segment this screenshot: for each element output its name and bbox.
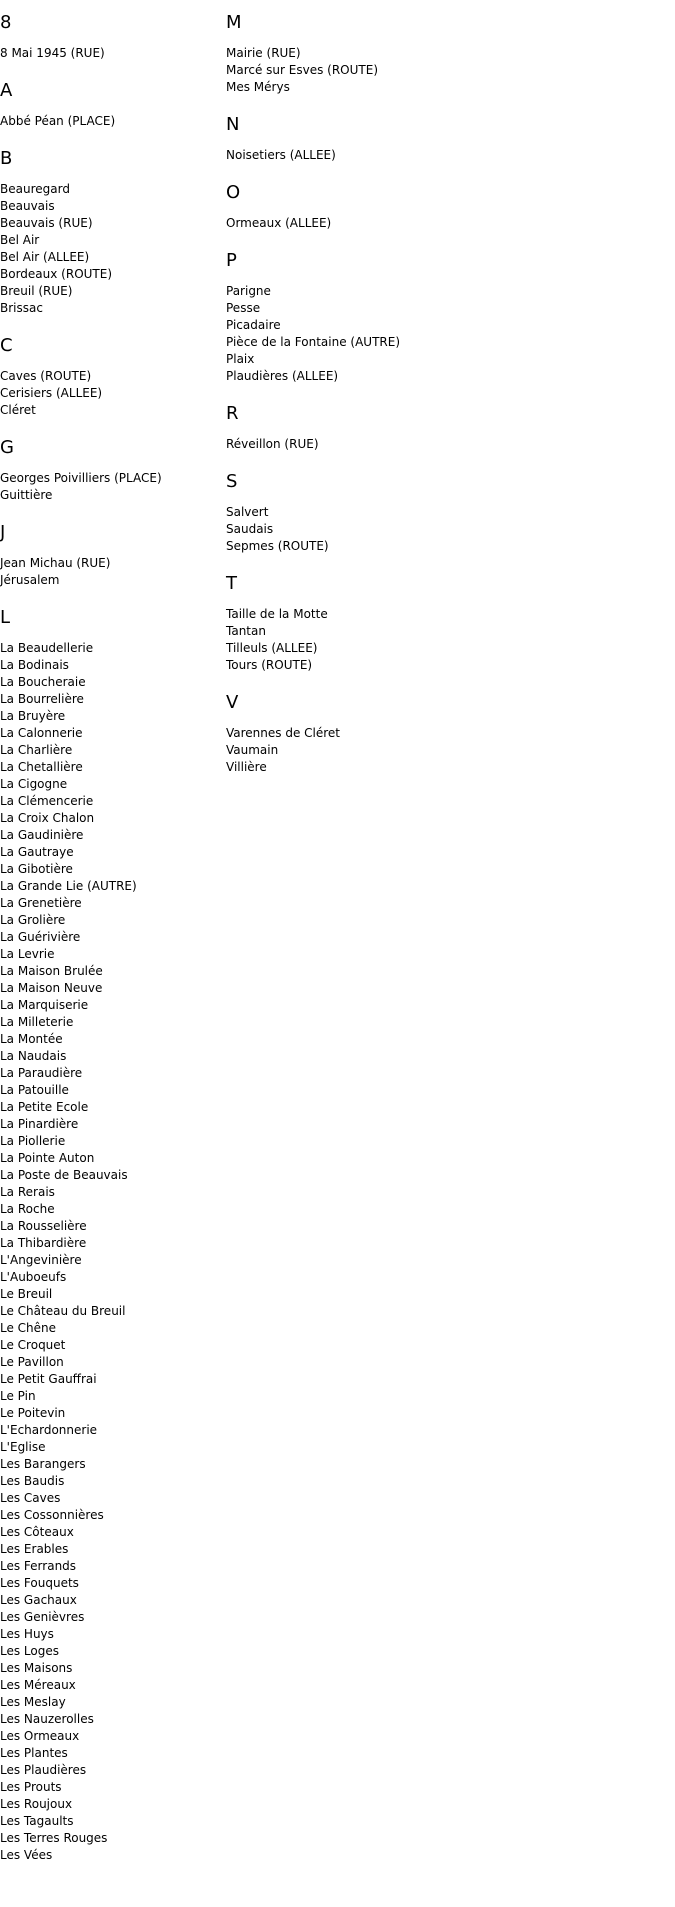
street-item[interactable]: Les Meslay (0, 1695, 66, 1709)
street-item[interactable]: Bel Air (0, 233, 40, 247)
street-item[interactable]: Les Tagaults (0, 1814, 74, 1828)
street-item[interactable]: La Roche (0, 1202, 55, 1216)
street-item[interactable]: Les Genièvres (0, 1610, 85, 1624)
street-item[interactable]: La Beaudellerie (0, 641, 94, 655)
letter-group (0, 80, 220, 130)
street-item[interactable]: Plaudières (ALLEE) (226, 369, 339, 383)
street-item[interactable]: La Croix Chalon (0, 811, 95, 825)
street-item[interactable]: La Pinardière (0, 1117, 79, 1131)
street-item[interactable]: La Levrie (0, 947, 55, 961)
street-list (0, 470, 220, 504)
street-item[interactable]: Mes Mérys (226, 80, 290, 94)
street-item[interactable]: La Calonnerie (0, 726, 83, 740)
street-item[interactable]: Cléret (0, 403, 36, 417)
letter-group (0, 335, 220, 419)
street-item[interactable]: Les Méreaux (0, 1678, 76, 1692)
street-item[interactable]: Les Terres Rouges (0, 1831, 108, 1845)
street-item[interactable]: Noisetiers (ALLEE) (226, 148, 336, 162)
street-item[interactable]: Parigne (226, 284, 271, 298)
street-item[interactable]: Le Breuil (0, 1287, 53, 1301)
street-list (0, 181, 220, 317)
street-item[interactable]: Breuil (RUE) (0, 284, 73, 298)
street-item[interactable]: Le Petit Gauffrai (0, 1372, 97, 1386)
street-item[interactable]: La Maison Brulée (0, 964, 103, 978)
street-item[interactable]: Jean Michau (RUE) (0, 556, 111, 570)
letter-heading: N (226, 114, 240, 135)
street-item[interactable]: Villière (226, 760, 267, 774)
street-item[interactable]: Beauregard (0, 182, 70, 196)
letter-heading: 8 (0, 12, 12, 33)
street-item[interactable]: La Pointe Auton (0, 1151, 95, 1165)
street-item[interactable]: Les Cossonnières (0, 1508, 104, 1522)
street-item[interactable]: La Milleterie (0, 1015, 74, 1029)
street-item[interactable]: Cerisiers (ALLEE) (0, 386, 103, 400)
street-list (0, 113, 220, 130)
street-item[interactable]: Les Gachaux (0, 1593, 77, 1607)
street-item[interactable]: La Petite Ecole (0, 1100, 89, 1114)
letter-group (0, 522, 220, 589)
street-list (226, 725, 526, 776)
street-item[interactable]: La Maison Neuve (0, 981, 103, 995)
street-item[interactable]: Le Chêne (0, 1321, 57, 1335)
street-item[interactable]: Plaix (226, 352, 255, 366)
letter-group (226, 573, 526, 674)
street-index-left-column (0, 12, 220, 1882)
street-item[interactable]: Les Huys (0, 1627, 54, 1641)
letter-group (0, 607, 220, 1864)
street-item[interactable]: Les Plantes (0, 1746, 68, 1760)
street-item[interactable]: La Guérivière (0, 930, 81, 944)
street-list (0, 640, 220, 1864)
street-item[interactable]: La Marquiserie (0, 998, 89, 1012)
letter-group (226, 250, 526, 385)
letter-group (226, 114, 526, 164)
street-item[interactable]: Saudais (226, 522, 274, 536)
street-list (226, 147, 526, 164)
street-item[interactable]: L'Angevinière (0, 1253, 82, 1267)
street-item[interactable]: La Patouille (0, 1083, 69, 1097)
street-item[interactable]: Le Château du Breuil (0, 1304, 126, 1318)
street-item[interactable]: Les Barangers (0, 1457, 86, 1471)
letter-heading: B (0, 148, 13, 169)
street-item[interactable]: Georges Poivilliers (PLACE) (0, 471, 162, 485)
letter-group (226, 471, 526, 555)
letter-heading: M (226, 12, 242, 33)
street-item[interactable]: La Gautraye (0, 845, 74, 859)
street-item[interactable]: Marcé sur Esves (ROUTE) (226, 63, 379, 77)
street-item[interactable]: La Chetallière (0, 760, 83, 774)
street-item[interactable]: Jérusalem (0, 573, 60, 587)
letter-heading: P (226, 250, 237, 271)
street-item[interactable]: Ormeaux (ALLEE) (226, 216, 332, 230)
street-item[interactable]: Pièce de la Fontaine (AUTRE) (226, 335, 401, 349)
street-item[interactable]: Les Caves (0, 1491, 61, 1505)
letter-heading: C (0, 335, 13, 356)
letter-heading: J (0, 522, 6, 543)
letter-heading: A (0, 80, 13, 101)
street-item[interactable]: La Naudais (0, 1049, 67, 1063)
street-item[interactable]: La Grolière (0, 913, 66, 927)
street-item[interactable]: Le Croquet (0, 1338, 66, 1352)
letter-heading: O (226, 182, 241, 203)
street-item[interactable]: La Bodinais (0, 658, 69, 672)
street-item[interactable]: La Piollerie (0, 1134, 66, 1148)
street-item[interactable]: Picadaire (226, 318, 281, 332)
letter-group (0, 12, 220, 62)
street-item[interactable]: 8 Mai 1945 (RUE) (0, 46, 105, 60)
street-item[interactable]: La Gaudinière (0, 828, 84, 842)
street-item[interactable]: Tilleuls (ALLEE) (226, 641, 318, 655)
letter-heading: R (226, 403, 239, 424)
street-item[interactable]: Le Pavillon (0, 1355, 64, 1369)
street-list (226, 504, 526, 555)
street-item[interactable]: Tantan (226, 624, 266, 638)
street-item[interactable]: La Gibotière (0, 862, 73, 876)
street-item[interactable]: Les Plaudières (0, 1763, 87, 1777)
street-item[interactable]: La Paraudière (0, 1066, 83, 1080)
letter-group (0, 437, 220, 504)
street-item[interactable]: Le Pin (0, 1389, 36, 1403)
street-item[interactable]: La Bourrelière (0, 692, 84, 706)
street-item[interactable]: La Grande Lie (AUTRE) (0, 879, 137, 893)
street-item[interactable]: Sepmes (ROUTE) (226, 539, 329, 553)
street-item[interactable]: Le Poitevin (0, 1406, 66, 1420)
street-item[interactable]: Les Côteaux (0, 1525, 74, 1539)
street-item[interactable]: Les Nauzerolles (0, 1712, 94, 1726)
street-item[interactable]: Abbé Péan (PLACE) (0, 114, 116, 128)
street-item[interactable]: La Montée (0, 1032, 63, 1046)
street-item[interactable]: Les Prouts (0, 1780, 62, 1794)
street-item[interactable]: L'Eglise (0, 1440, 46, 1454)
letter-group (226, 182, 526, 232)
street-item[interactable]: Beauvais (RUE) (0, 216, 93, 230)
street-index-right-column (226, 12, 526, 794)
street-item[interactable]: Taille de la Motte (226, 607, 328, 621)
street-item[interactable]: La Boucheraie (0, 675, 86, 689)
street-list (226, 606, 526, 674)
street-item[interactable]: Guittière (0, 488, 53, 502)
letter-group (226, 403, 526, 453)
street-list (226, 45, 526, 96)
street-item[interactable]: Les Ferrands (0, 1559, 77, 1573)
street-item[interactable]: Les Vées (0, 1848, 53, 1862)
street-item[interactable]: Bel Air (ALLEE) (0, 250, 90, 264)
letter-group (226, 692, 526, 776)
street-item[interactable]: La Cigogne (0, 777, 68, 791)
letter-heading: L (0, 607, 11, 628)
street-item[interactable]: Les Maisons (0, 1661, 73, 1675)
street-item[interactable]: La Bruyère (0, 709, 66, 723)
street-item[interactable]: Les Ormeaux (0, 1729, 80, 1743)
street-item[interactable]: Beauvais (0, 199, 55, 213)
letter-heading: V (226, 692, 239, 713)
street-item[interactable]: Mairie (RUE) (226, 46, 301, 60)
street-item[interactable]: Pesse (226, 301, 261, 315)
street-item[interactable]: Les Loges (0, 1644, 59, 1658)
street-item[interactable]: Les Fouquets (0, 1576, 79, 1590)
street-list (0, 45, 220, 62)
letter-group (226, 12, 526, 96)
street-item[interactable]: Salvert (226, 505, 269, 519)
street-item[interactable]: Réveillon (RUE) (226, 437, 319, 451)
street-item[interactable]: Caves (ROUTE) (0, 369, 92, 383)
street-list (0, 368, 220, 419)
street-item[interactable]: Les Erables (0, 1542, 69, 1556)
street-item[interactable]: La Grenetière (0, 896, 82, 910)
street-list (226, 283, 526, 385)
letter-heading: S (226, 471, 238, 492)
street-item[interactable]: La Clémencerie (0, 794, 94, 808)
street-item[interactable]: Les Baudis (0, 1474, 65, 1488)
street-item[interactable]: Tours (ROUTE) (226, 658, 313, 672)
street-item[interactable]: Les Roujoux (0, 1797, 73, 1811)
street-item[interactable]: La Charlière (0, 743, 73, 757)
street-item[interactable]: Brissac (0, 301, 43, 315)
letter-heading: G (0, 437, 14, 458)
street-item[interactable]: Varennes de Cléret (226, 726, 341, 740)
street-item[interactable]: L'Auboeufs (0, 1270, 67, 1284)
street-item[interactable]: La Poste de Beauvais (0, 1168, 128, 1182)
street-item[interactable]: La Thibardière (0, 1236, 87, 1250)
street-item[interactable]: La Rousselière (0, 1219, 87, 1233)
letter-group (0, 148, 220, 317)
street-item[interactable]: L'Echardonnerie (0, 1423, 98, 1437)
street-item[interactable]: La Rerais (0, 1185, 55, 1199)
street-list (226, 215, 526, 232)
street-list (226, 436, 526, 453)
letter-heading: T (226, 573, 237, 594)
street-item[interactable]: Vaumain (226, 743, 279, 757)
street-list (0, 555, 220, 589)
street-item[interactable]: Bordeaux (ROUTE) (0, 267, 113, 281)
